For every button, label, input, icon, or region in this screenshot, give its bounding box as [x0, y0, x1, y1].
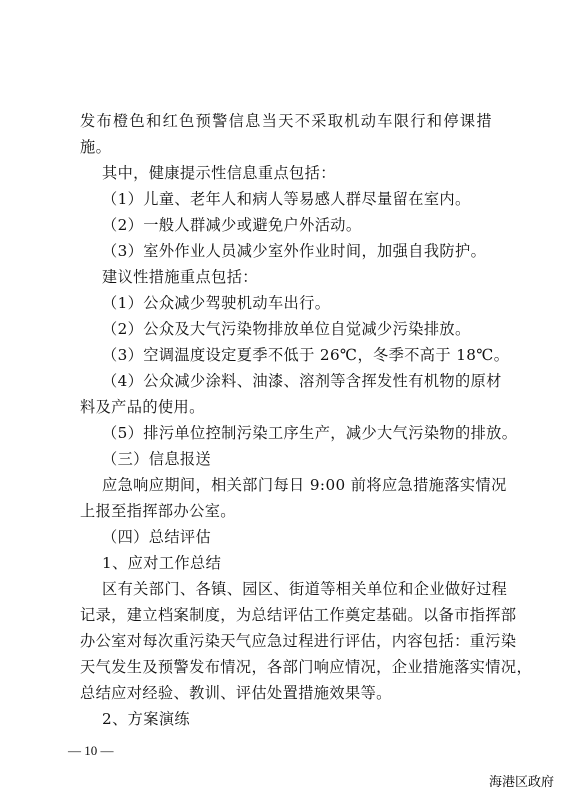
text-line: 发布橙色和红色预警信息当天不采取机动车限行和停课措 [80, 112, 492, 130]
list-item: （1）儿童、老年人和病人等易感人群尽量留在室内。 [102, 190, 471, 208]
list-item: （3）室外作业人员减少室外作业时间，加强自我防护。 [102, 242, 487, 260]
text-line: 天气发生及预警发布情况，各部门响应情况，企业措施落实情况， [80, 658, 533, 676]
section-heading: （三）信息报送 [102, 450, 212, 468]
text-line: 区有关部门、各镇、园区、街道等相关单位和企业做好过程 [102, 580, 508, 598]
subsection-heading: 1、应对工作总结 [102, 554, 222, 572]
text-line: 记录，建立档案制度，为总结评估工作奠定基础。以备市指挥部 [80, 606, 517, 624]
text-line: 总结应对经验、教训、评估处置措施效果等。 [80, 684, 392, 702]
list-item: （2）一般人群减少或避免户外活动。 [102, 216, 362, 234]
text-line: 上报至指挥部办公室。 [80, 502, 236, 520]
text-line: 办公室对每次重污染天气应急过程进行评估，内容包括：重污染 [80, 632, 517, 650]
list-item: （3）空调温度设定夏季不低于 26℃，冬季不高于 18℃。 [102, 346, 510, 364]
text-line: 应急响应期间，相关部门每日 9:00 前将应急措施落实情况 [102, 476, 507, 494]
subsection-heading: 2、方案演练 [102, 710, 191, 728]
list-item: （4）公众减少涂料、油漆、溶剂等含挥发性有机物的原材 [102, 372, 502, 390]
text-line: 料及产品的使用。 [80, 398, 205, 416]
text-line: 施。 [80, 138, 112, 156]
list-item: （1）公众减少驾驶机动车出行。 [102, 294, 331, 312]
source-watermark: 海港区政府 [483, 772, 560, 794]
list-item: （5）排污单位控制污染工序生产，减少大气污染物的排放。 [102, 424, 518, 442]
text-line: 其中，健康提示性信息重点包括： [102, 164, 336, 182]
text-line: 建议性措施重点包括： [102, 268, 258, 286]
list-item: （2）公众及大气污染物排放单位自觉减少污染排放。 [102, 320, 471, 338]
section-heading: （四）总结评估 [102, 528, 212, 546]
page-number: — 10 — [68, 743, 114, 758]
